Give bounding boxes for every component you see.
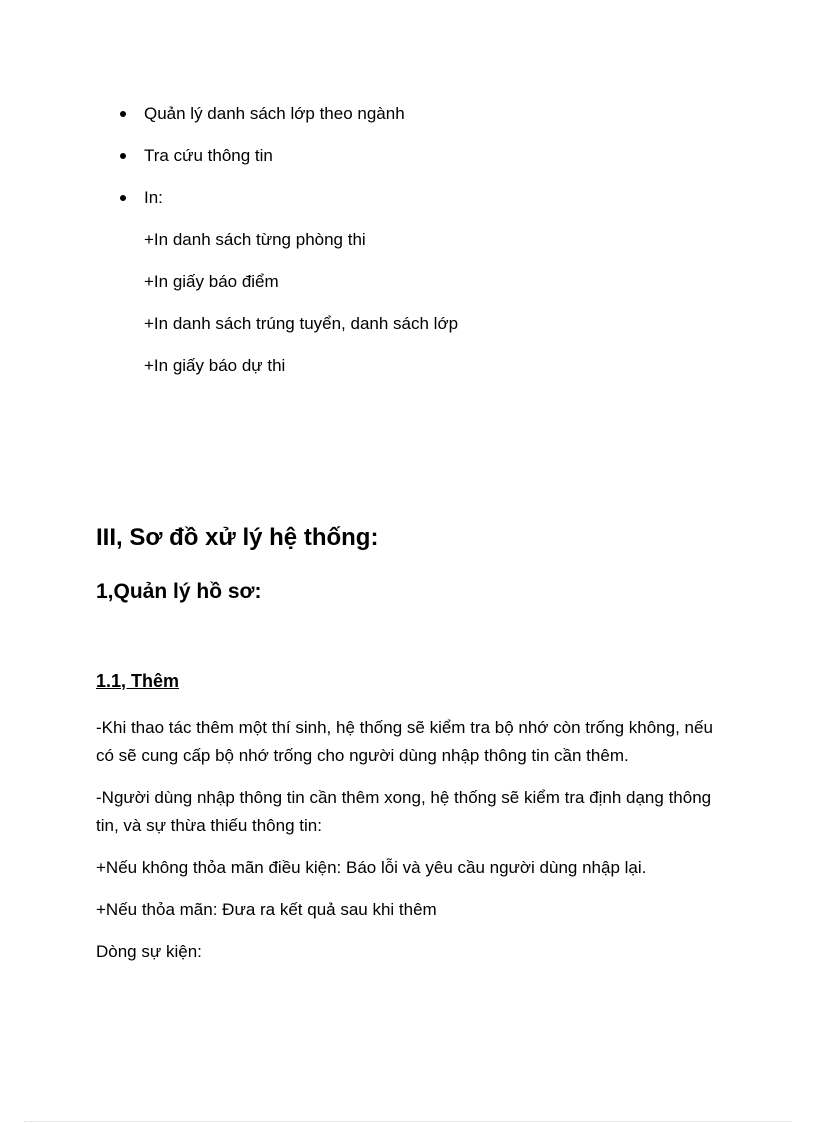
body-paragraph: +Nếu thỏa mãn: Đưa ra kết quả sau khi thêm bbox=[96, 900, 437, 919]
list-item-text: Quản lý danh sách lớp theo ngành bbox=[144, 104, 405, 123]
body-paragraph: Dòng sự kiện: bbox=[96, 942, 202, 961]
page-bottom-divider bbox=[24, 1121, 792, 1122]
section-heading: III, Sơ đồ xử lý hệ thống: bbox=[96, 524, 379, 551]
print-sub-list bbox=[144, 228, 458, 396]
bullet-icon bbox=[120, 195, 126, 201]
body-paragraph: -Khi thao tác thêm một thí sinh, hệ thống sẽ kiểm tra bộ nhớ còn trống không, nếu có sẽ cung cấp bộ nhớ trống cho người dùng nhập thông tin cần thêm. bbox=[96, 718, 713, 765]
list-item-text: Tra cứu thông tin bbox=[144, 146, 273, 165]
list-item: +In danh sách từng phòng thi bbox=[144, 230, 366, 249]
body-paragraph: -Người dùng nhập thông tin cần thêm xong, hệ thống sẽ kiểm tra định dạng thông tin, và sự thừa thiếu thông tin: bbox=[96, 788, 712, 835]
list-item: +In danh sách trúng tuyển, danh sách lớp bbox=[144, 314, 459, 333]
bullet-icon bbox=[120, 153, 126, 159]
list-item: +In giấy báo điểm bbox=[144, 272, 279, 291]
bullet-icon bbox=[120, 111, 126, 117]
subsection-heading: 1,Quản lý hồ sơ: bbox=[96, 580, 262, 603]
subsubsection-heading: 1.1, Thêm bbox=[96, 671, 180, 691]
body-paragraph: +Nếu không thỏa mãn điều kiện: Báo lỗi và yêu cầu người dùng nhập lại. bbox=[96, 858, 647, 877]
list-item-text: In: bbox=[144, 188, 163, 207]
list-item: +In giấy báo dự thi bbox=[144, 356, 286, 375]
